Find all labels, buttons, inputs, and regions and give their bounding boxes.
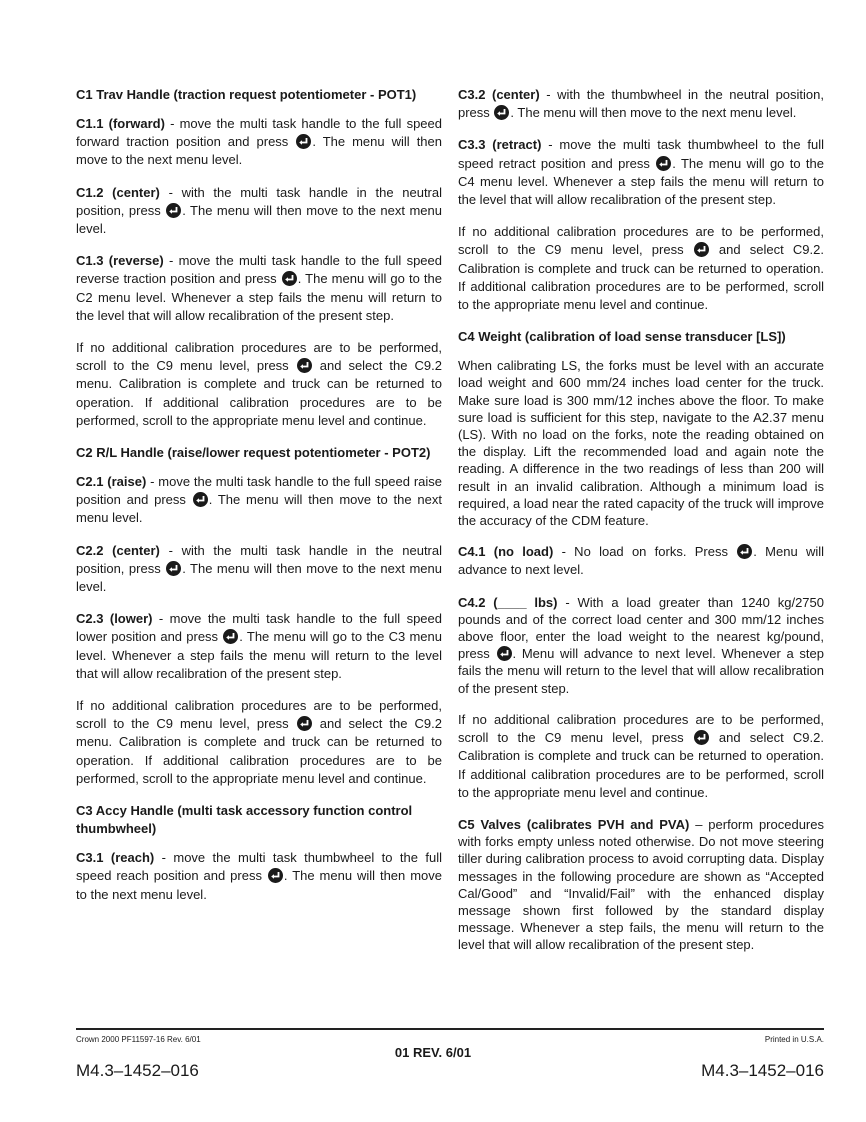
paragraph-text: . Menu will advance to next level. Whenever a step fails the menu will return to the level that will allow recalibration of the present step. — [458, 646, 824, 696]
paragraph — [76, 849, 442, 904]
paragraph-text: and select the C9.2 menu. Calibration is complete and truck can be returned to operation. If additional calibration procedures are to be performed, scroll to the appropriate menu level and continue. — [76, 716, 442, 786]
paragraph — [76, 252, 442, 325]
step-label: C3.1 (reach) — [76, 850, 155, 866]
paragraph — [458, 136, 824, 209]
paragraph-text: . The menu will go to the C3 menu level. Whenever a step fails the menu will return to the level that will allow recalibration of the present step. — [76, 629, 442, 681]
step-label: C1.1 (forward) — [76, 116, 165, 131]
paragraph-text: . Menu will advance to next level. — [458, 544, 825, 578]
paragraph-text: - No load on forks. Press — [553, 544, 737, 560]
footer-manual-code-left: M4.3–1452–016 — [76, 1061, 199, 1080]
right-column — [458, 86, 824, 968]
footer-printed-in: Printed in U.S.A. — [764, 1035, 824, 1044]
section-heading: C2 R/L Handle (raise/lower request potentiometer - POT2) — [76, 445, 431, 461]
enter-key-icon — [166, 203, 181, 218]
paragraph-text: . The menu will go to the C2 menu level. Whenever a step fails the menu will return to the level that will allow recalibration of the present step. — [76, 271, 442, 323]
enter-key-icon — [694, 730, 709, 745]
step-label: C2.2 (center) — [76, 542, 160, 558]
paragraph — [76, 115, 442, 170]
step-label: C3.3 (retract) — [458, 137, 542, 153]
paragraph-text: . The menu will then move to the next menu level. — [510, 105, 797, 121]
left-column — [76, 86, 442, 918]
section-heading: C3 Accy Handle (multi task accessory function control thumbwheel) — [76, 803, 413, 837]
paragraph-text: and select C9.2. Calibration is complete and truck can be returned to operation. If additional calibration procedures are to be performed, scroll to the appropriate menu level and continue. — [458, 730, 824, 800]
enter-key-icon — [297, 716, 312, 731]
enter-key-icon — [282, 271, 297, 286]
paragraph — [458, 543, 824, 579]
step-label: C2.3 (lower) — [76, 611, 153, 627]
paragraph-text: If no additional calibration procedures are to be performed, scroll to the C9 menu level, press — [76, 340, 442, 374]
step-label: C2.1 (raise) — [76, 474, 147, 490]
paragraph-text: If no additional calibration procedures are to be performed, scroll to the C9 menu level, press — [76, 698, 442, 732]
paragraph-text: . The menu will then move to the next menu level. — [76, 202, 443, 237]
step-label: C4.1 (no load) — [458, 544, 554, 560]
paragraph — [458, 711, 824, 802]
paragraph-text: - move the multi task handle to the full speed reverse traction position and press — [76, 253, 442, 287]
paragraph-text: - with the thumbwheel in the neutral position, press — [458, 87, 825, 121]
paragraph-text: - move the multi task handle to the full speed forward traction position and press — [76, 116, 442, 150]
step-label: C4.2 (____ lbs) — [458, 594, 558, 610]
paragraph — [458, 594, 824, 697]
section-heading: C1 Trav Handle (traction request potentiometer - POT1) — [76, 87, 417, 102]
footer-manual-code-right: M4.3–1452–016 — [701, 1061, 824, 1080]
paragraph-text: - move the multi task handle to the full speed lower position and press — [76, 611, 442, 645]
paragraph-text: - with the multi task handle in the neutral position, press — [76, 184, 443, 218]
step-label: C1.2 (center) — [76, 184, 160, 200]
paragraph-text: . The menu will go to the C4 menu level. Whenever a step fails the menu will return to the level that will allow recalibration of the present step. — [458, 155, 824, 208]
enter-key-icon — [656, 156, 671, 171]
paragraph-text: - move the multi task thumbwheel to the full speed reach position and press — [76, 850, 442, 884]
paragraph-text: If no additional calibration procedures are to be performed, scroll to the C9 menu level, press — [458, 711, 824, 746]
enter-key-icon — [193, 492, 208, 507]
enter-key-icon — [737, 544, 752, 559]
paragraph — [76, 339, 442, 430]
step-label: C3.2 (center) — [458, 87, 540, 102]
enter-key-icon — [694, 242, 709, 257]
footer-rule — [76, 1028, 824, 1030]
enter-key-icon — [223, 629, 238, 644]
paragraph-text: . The menu will then move to the next menu level. — [76, 492, 442, 526]
paragraph-text: and select C9.2. Calibration is complete and truck can be returned to operation. If additional calibration procedures are to be performed, scroll to the appropriate menu level and continue. — [458, 242, 824, 313]
paragraph — [76, 473, 442, 528]
paragraph-text: - move the multi task thumbwheel to the full speed retract position and press — [458, 137, 824, 171]
paragraph-text: . The menu will then move to the next menu level. — [76, 560, 443, 595]
enter-key-icon — [268, 868, 283, 883]
enter-key-icon — [497, 646, 512, 661]
paragraph-text: - With a load greater than 1240 kg/2750 pounds and of the correct load center and 300 mm/12 inches above floor, enter the load weight to the nearest kg/pound, press — [458, 594, 824, 662]
paragraph-text: - move the multi task handle to the full speed raise position and press — [76, 474, 442, 508]
paragraph-text: When calibrating LS, the forks must be level with an accurate load weight and 600 mm/24 inches load center for the truck. Make sure load is 300 mm/12 inches above the floor. To make sure load is sufficient for this step, navigate to the A2.37 menu (LS). With no load on the forks, note the reading obtained on the display. Lift the recommended load and again note the reading. A difference in the two readings of less than 200 will result in an invalid calibration. Although a minimum load is required, a load near the rated capacity of the truck will improve the accuracy of the CDM feature. — [458, 358, 824, 529]
paragraph — [76, 184, 442, 239]
paragraph-text: . The menu will then move to the next menu level. — [76, 868, 442, 902]
enter-key-icon — [296, 134, 311, 149]
paragraph — [76, 610, 442, 683]
section-heading: C4 Weight (calibration of load sense transducer [LS]) — [458, 329, 786, 345]
footer-publication-code: Crown 2000 PF11597-16 Rev. 6/01 — [76, 1035, 201, 1044]
paragraph — [458, 86, 824, 122]
paragraph-text: If no additional calibration procedures are to be performed, scroll to the C9 menu level, press — [458, 224, 824, 258]
enter-key-icon — [494, 105, 509, 120]
paragraph — [458, 357, 824, 529]
enter-key-icon — [166, 561, 181, 576]
footer-revision: 01 REV. 6/01 — [394, 1045, 472, 1060]
paragraph-text: - with the multi task handle in the neutral position, press — [76, 542, 443, 576]
paragraph — [458, 816, 824, 954]
paragraph — [76, 697, 442, 788]
paragraph — [458, 223, 824, 314]
paragraph-text: and select the C9.2 menu. Calibration is complete and truck can be returned to operation. If additional calibration procedures are to be performed, scroll to the appropriate menu level and continue. — [76, 358, 442, 428]
paragraph-text: – perform procedures with forks empty unless noted otherwise. Do not move steering tiller during calibration process to avoid corrupting data. Display messages in the following procedure are shown as “Accepted Cal/Good” and “Invalid/Fail” with the enhanced display message shown first followed by the standard display message. Whenever a step fails, the menu will return to the level that will allow recalibration of the present step. — [458, 816, 824, 953]
step-label: C5 Valves (calibrates PVH and PVA) — [458, 816, 690, 832]
enter-key-icon — [297, 358, 312, 373]
step-label: C1.3 (reverse) — [76, 253, 164, 269]
paragraph-text: . The menu will then move to the next menu level. — [76, 134, 442, 168]
paragraph — [76, 542, 442, 597]
